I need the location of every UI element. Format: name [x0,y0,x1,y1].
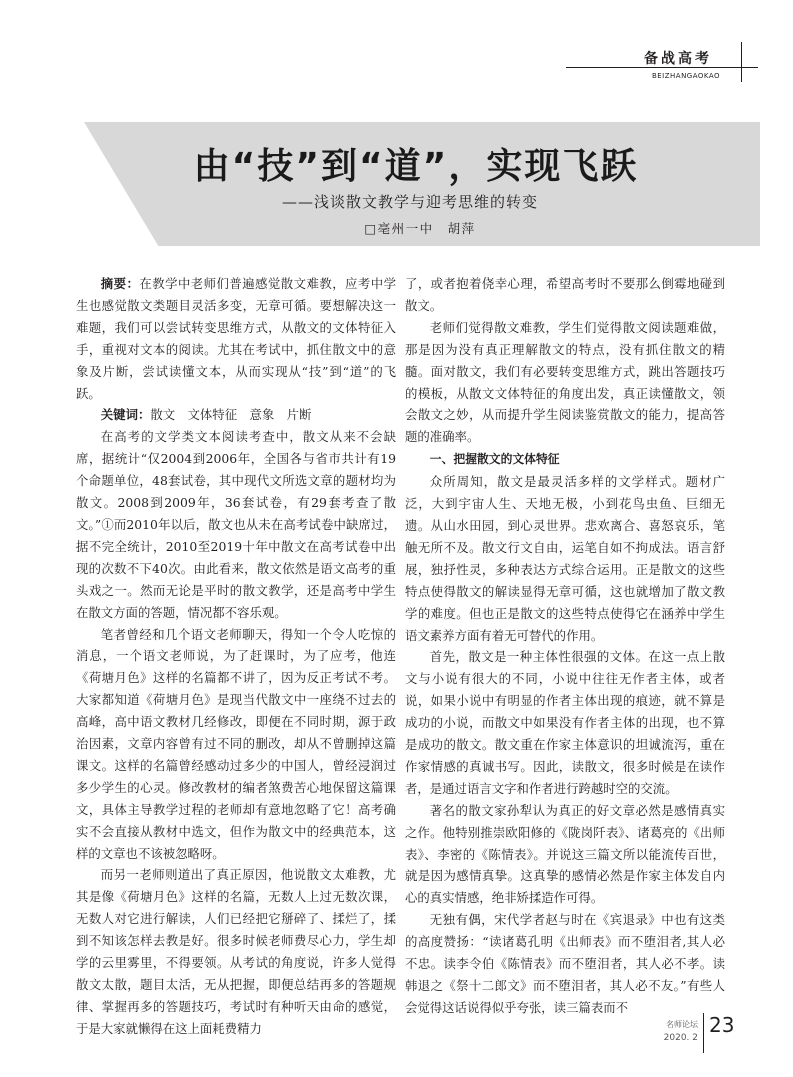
footer-divider [703,1013,704,1053]
header-divider-vertical [741,42,742,82]
section-heading [405,448,725,471]
left-column [76,273,396,1040]
section-tag-pinyin: BEIZHANGAOKAO [651,72,721,80]
keywords-label: 关键词： [100,407,151,423]
body-paragraph: 众所周知，散文是最灵活多样的文学样式。题材广泛，大到宇宙人生、天地无极，小到花鸟虫鱼、巨细无遗。从山水田园，到心灵世界。悲欢离合、喜怒哀乐，笔触无所不及。散文行文自由，运笔自如不拘成法。语言舒展，独抒性灵，多种表达方式综合运用。正是散文的这些特点使得散文的解读显得无章可循，这也就增加了散文教学的难度。但也正是散文的这些特点使得它在涵养中学生语文素养方面有着无可替代的作用。 [405,474,725,643]
body-paragraph: 老师们觉得散文难教，学生们觉得散文阅读题难做，那是因为没有真正理解散文的特点，没有抓住散文的精髓。面对散文，我们有必要转变思维方式，跳出答题技巧的模板，从散文文体特征的角度出发，真正读懂散文，领会散文之妙，从而提升学生阅读鉴赏散文的能力，提高答题的准确率。 [405,319,725,445]
right-column [405,273,725,1019]
abstract [76,273,396,404]
section-heading-text: 一、把握散文的文体特征 [429,452,560,467]
abstract-text: 在教学中老师们普遍感觉散文难教，应考中学生也感觉散文类题目灵活多变，无章可循。要想解决这一难题，我们可以尝试转变思维方式，从散文的文体特征入手，重视对文本的阅读。尤其在考试中，抓住散文中的意象及片断，尝试读懂文本，从而实现从“技”到“道”的飞跃。 [76,276,397,401]
keywords [76,404,396,426]
header-divider-horizontal [566,67,758,68]
body-paragraph: 在高考的文学类文本阅读考查中，散文从来不会缺席，据统计“仅2004到2006年，全国各与省市共计有19个命题单位，48套试卷，其中现代文所选文章的题材均为散文。2008到2009年，36套试卷，有29套考查了散文。”①而2010年以后，散文也从未在高考试卷中缺席过，据不完全统计，2010至2019十年中散文在高考试卷中出现的次数不下40次。由此看来，散文依然是语文高考的重头戏之一。然而无论是平时的散文教学，还是高考中学生在散文方面的答题，情况都不容乐观。 [76,429,396,620]
footer-issue: 2020. 2 [663,1033,698,1043]
body-paragraph: 而另一老师则道出了真正原因，他说散文太难教，尤其是像《荷塘月色》这样的名篇，无数人上过无数次课，无数人对它进行解读，人们已经把它掰碎了、揉烂了，揉到不知该怎样去教是好。很多时候老师费尽心力，学生却学的云里雾里，不得要领。从考试的角度说，许多人觉得散文太散，题目太活，无从把握，即便总结再多的答题规律、掌握再多的答题技巧，考试时有种听天由命的感觉，于是大家就懒得在这上面耗费精力 [76,867,396,1036]
article-author: □亳州一中 胡萍 [364,221,476,236]
footer-journal-name: 名师论坛 [666,1020,698,1029]
article-subtitle: ——浅谈散文教学与迎考思维的转变 [281,193,538,211]
body-paragraph-continuation: 了，或者抱着侥幸心理，希望高考时不要那么倒霉地碰到散文。 [405,276,725,313]
page-number: 23 [709,1013,735,1037]
body-paragraph: 笔者曾经和几个语文老师聊天，得知一个令人吃惊的消息，一个语文老师说，为了赶课时，为了应考，他连《荷塘月色》这样的名篇都不讲了，因为反正考试不考。大家都知道《荷塘月色》是现当代散文中一座绕不过去的高峰，高中语文教材几经修改，即便在不同时期，源于政治因素，文章内容曾有过不同的删改，却从不曾删掉这篇课文。这样的名篇曾经感动过多少的中国人，曾经浸润过多少学生的心灵。修改教材的编者煞费苦心地保留这篇课文，具体主导教学过程的老师却有意地忽略了它！高考确实不会直接从教材中选文，但作为散文中的经典范本，这样的文章也不该被忽略呀。 [76,626,396,861]
section-tag: 备战高考 [644,51,712,67]
body-paragraph: 无独有偶，宋代学者赵与时在《宾退录》中也有这类的高度赞扬：“读诸葛孔明《出师表》而不堕泪者,其人必不忠。读李令伯《陈情表》而不堕泪者，其人必不孝。读韩退之《祭十二郎文》而不堕泪者，其人必不友。”有些人会觉得这话说得似乎夸张，读三篇表而不 [405,912,725,1015]
body-paragraph: 首先，散文是一种主体性很强的文体。在这一点上散文与小说有很大的不同，小说中往往无作者主体，或者说，如果小说中有明显的作者主体出现的痕迹，就不算是成功的小说，而散文中如果没有作者主体的出现，也不算是成功的散文。散文重在作家主体意识的坦诚流泻，重在作家情感的真诚书写。因此，读散文，很多时候是在读作者，是通过语言文字和作者进行跨越时空的交流。 [405,649,725,796]
article-title: 由“技”到“道”，实现飞跃 [193,146,639,187]
abstract-label: 摘要： [100,276,140,291]
body-paragraph: 著名的散文家孙犁认为真正的好文章必然是感情真实之作。他特别推崇欧阳修的《陇岗阡表》、诸葛亮的《出师表》、李密的《陈情表》。并说这三篇文所以能流传百世，就是因为感情真挚。这真挚的感情必然是作家主体发自内心的真实情感，绝非矫揉造作可得。 [405,802,725,906]
keywords-text: 散文 文体特征 意象 片断 [150,407,312,423]
